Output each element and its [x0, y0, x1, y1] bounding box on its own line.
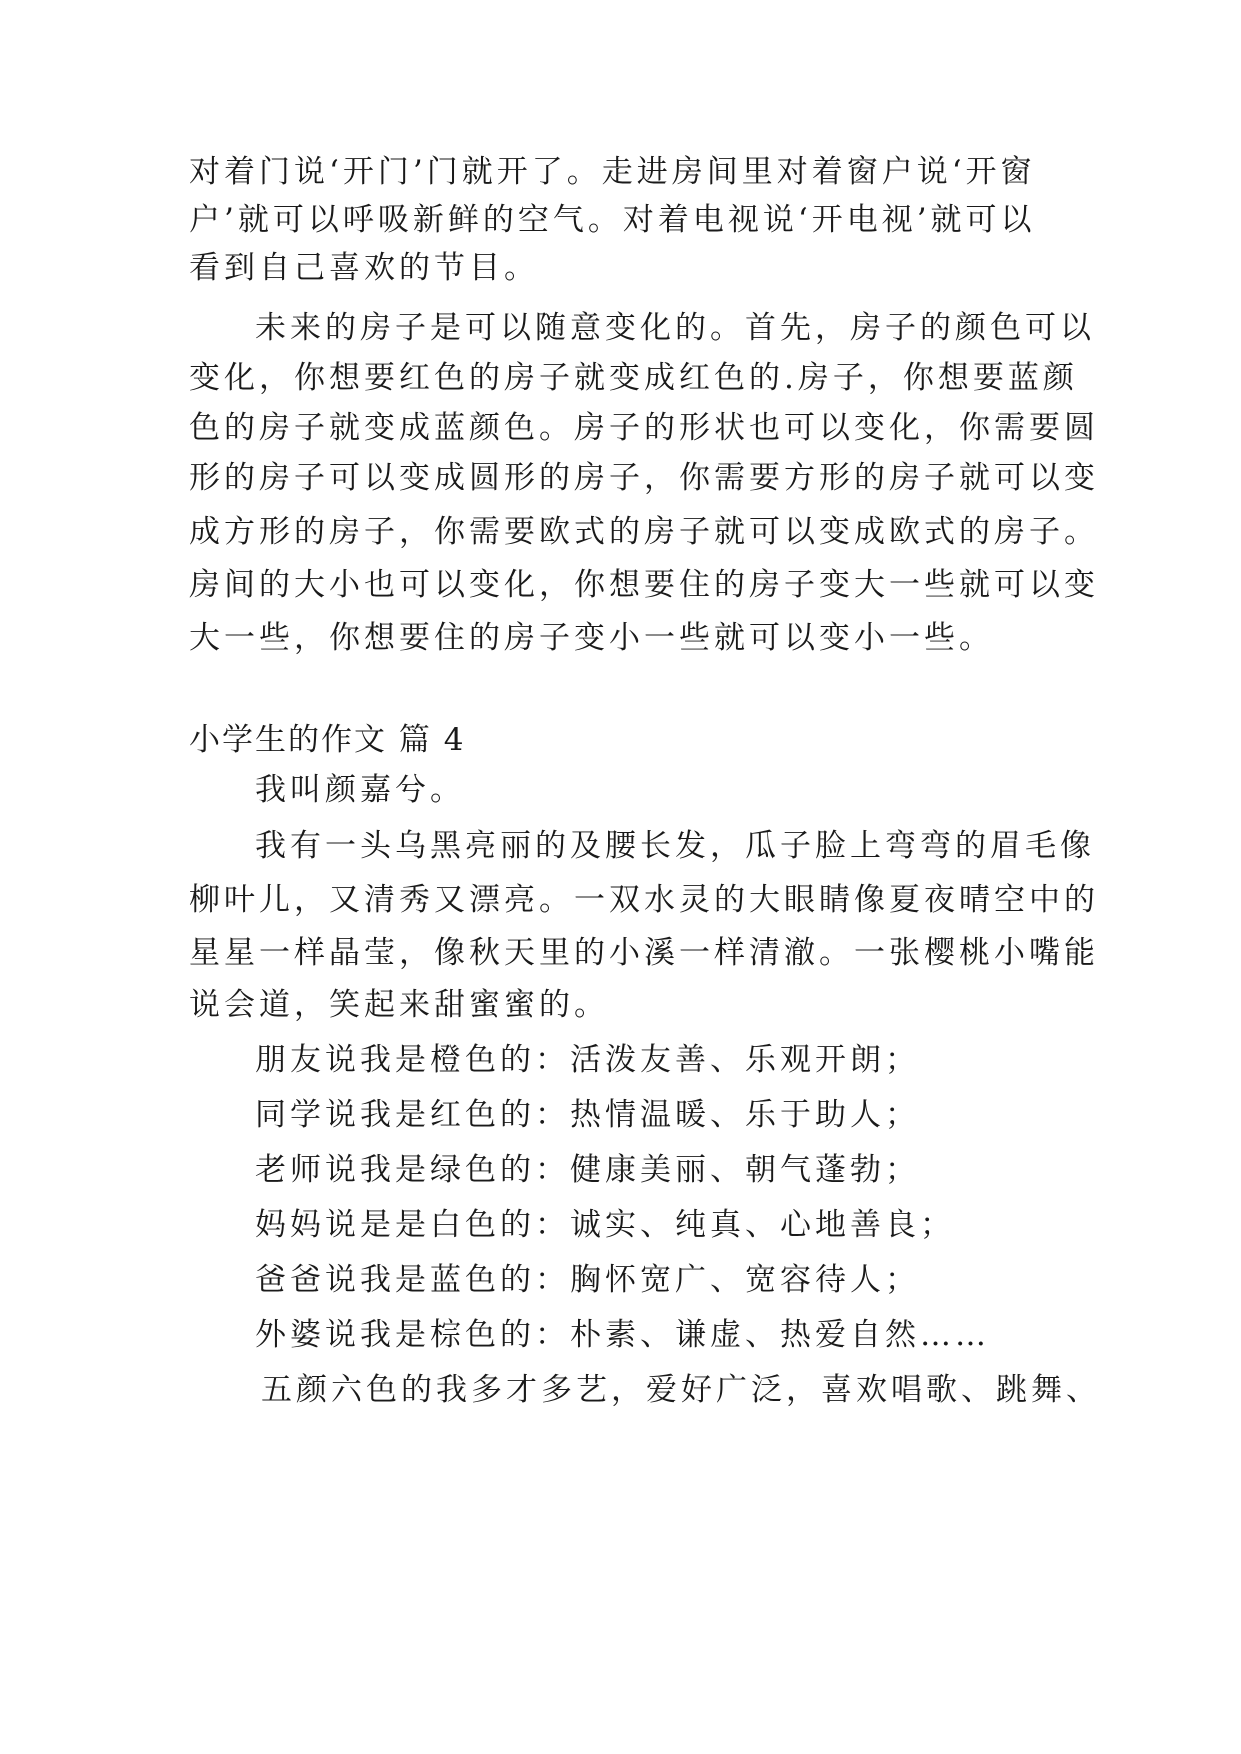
paragraph-line: 老师说我是绿色的：健康美丽、朝气蓬勃； — [255, 1152, 920, 1188]
paragraph-line: 我叫颜嘉兮。 — [255, 772, 465, 808]
paragraph-line: 我有一头乌黑亮丽的及腰长发，瓜子脸上弯弯的眉毛像 — [255, 828, 1095, 864]
paragraph-line: 外婆说我是棕色的：朴素、谦虚、热爱自然…… — [255, 1317, 990, 1353]
paragraph-line: 同学说我是红色的：热情温暖、乐于助人； — [255, 1097, 920, 1133]
paragraph-line: 爸爸说我是蓝色的：胸怀宽广、宽容待人； — [255, 1262, 920, 1298]
paragraph-line: 成方形的房子，你需要欧式的房子就可以变成欧式的房子。 — [189, 514, 1099, 550]
paragraph-line: 妈妈说是是白色的：诚实、纯真、心地善良； — [255, 1207, 955, 1243]
paragraph-line: 色的房子就变成蓝颜色。房子的形状也可以变化，你需要圆 — [189, 410, 1099, 446]
section-heading: 小学生的作文 篇 4 — [189, 722, 466, 758]
paragraph-line: 形的房子可以变成圆形的房子，你需要方形的房子就可以变 — [189, 460, 1099, 496]
paragraph-line: 户’就可以呼吸新鲜的空气。对着电视说‘开电视’就可以 — [189, 202, 1036, 238]
paragraph-line: 房间的大小也可以变化，你想要住的房子变大一些就可以变 — [189, 567, 1099, 603]
paragraph-line: 变化，你想要红色的房子就变成红色的.房子，你想要蓝颜 — [189, 360, 1078, 396]
paragraph-line: 看到自己喜欢的节目。 — [189, 250, 539, 286]
paragraph-line: 星星一样晶莹，像秋天里的小溪一样清澈。一张樱桃小嘴能 — [189, 935, 1099, 971]
paragraph-line: 朋友说我是橙色的：活泼友善、乐观开朗； — [255, 1042, 920, 1078]
paragraph-line: 五颜六色的我多才多艺，爱好广泛，喜欢唱歌、跳舞、 — [261, 1372, 1101, 1408]
paragraph-line: 未来的房子是可以随意变化的。首先，房子的颜色可以 — [255, 310, 1095, 346]
paragraph-line: 对着门说‘开门’门就开了。走进房间里对着窗户说‘开窗 — [189, 154, 1036, 190]
paragraph-line: 大一些，你想要住的房子变小一些就可以变小一些。 — [189, 620, 994, 656]
paragraph-line: 说会道，笑起来甜蜜蜜的。 — [189, 987, 609, 1023]
paragraph-line: 柳叶儿，又清秀又漂亮。一双水灵的大眼睛像夏夜晴空中的 — [189, 882, 1099, 918]
